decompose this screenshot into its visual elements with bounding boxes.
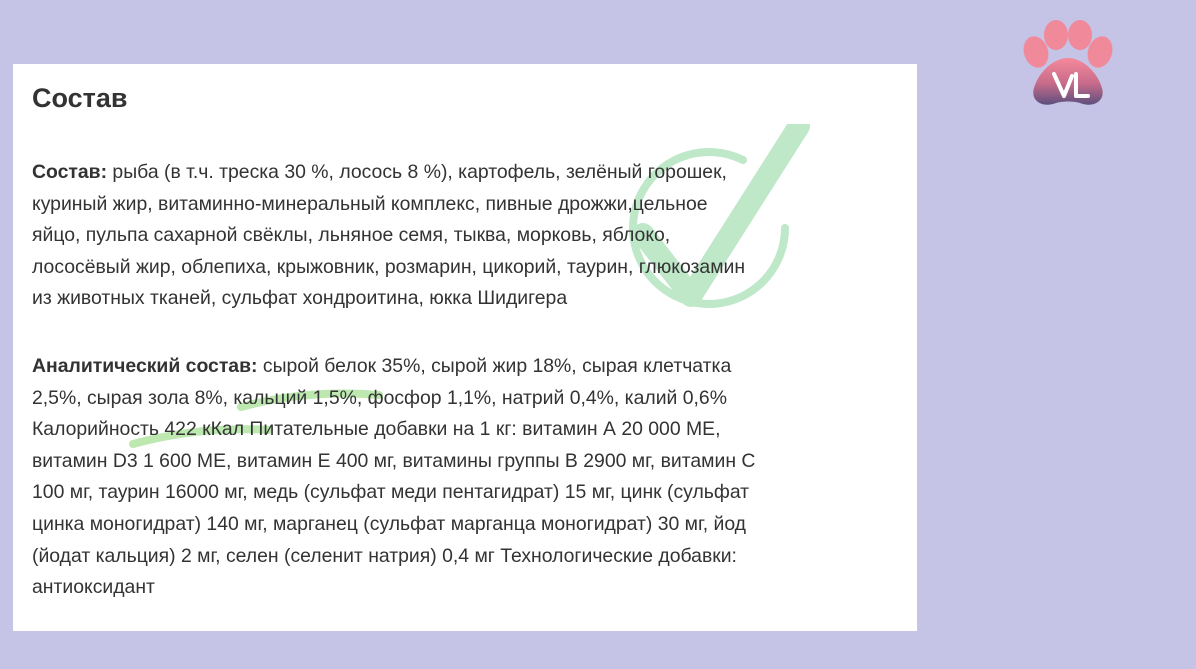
composition-paragraph [32, 157, 862, 315]
analytical-text: сырой белок 35%, сырой жир 18%, сырая клетчатка 2,5%, сырая зола 8%, кальций 1,5%, фосфор 1,1%, натрий 0,4%, калий 0,6% Калорийность 422 кКал Питательные добавки на 1 кг: витамин А 20 000 МЕ, витамин D3 1 600 МЕ, витамин Е 400 мг, витамины группы В 2900 мг, витамин С 100 мг, таурин 16000 мг, медь (сульфат меди пентагидрат) 15 мг, цинк (сульфат цинка моногидрат) 140 мг, марганец (сульфат марганца моногидрат) 30 мг, йод (йодат кальция) 2 мг, селен (селенит натрия) 0,4 мг Технологические добавки: антиоксидант [32, 355, 756, 599]
composition-card [13, 64, 917, 631]
analytical-label: Аналитический состав: [32, 355, 258, 377]
analytical-paragraph [32, 351, 862, 604]
card-title: Состав [32, 83, 128, 113]
paw-logo-icon [1016, 18, 1120, 110]
composition-label: Состав: [32, 161, 108, 183]
composition-text: рыба (в т.ч. треска 30 %, лосось 8 %), картофель, зелёный горошек, куриный жир, витаминно-минеральный комплекс, пивные дрожжи,цельное яйцо, пульпа сахарной свёклы, льняное семя, тыква, морковь, яблоко, лососёвый жир, облепиха, крыжовник, розмарин, цикорий, таурин, глюкозамин из животных тканей, сульфат хондроитина, юкка Шидигера [32, 161, 746, 310]
